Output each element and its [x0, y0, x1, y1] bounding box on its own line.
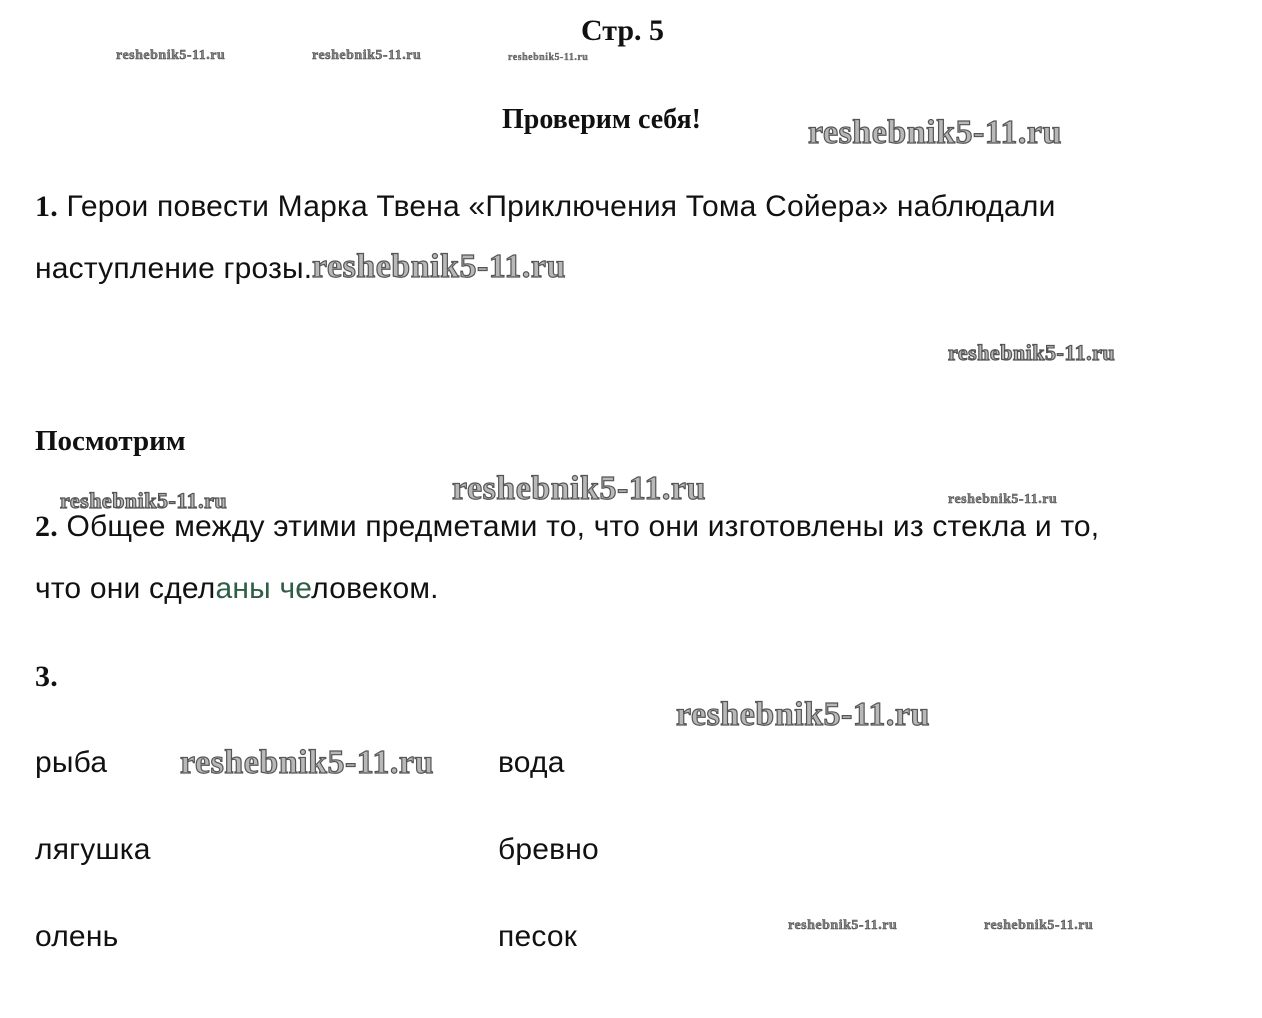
task3-left-item: олень [35, 920, 119, 953]
task2-text: Общее между этими предметами то, что они изготовлены из стекла и то, [57, 510, 1100, 543]
watermark: reshebnik5-11.ru [312, 248, 566, 285]
task2-line1 [35, 510, 1099, 544]
watermark: reshebnik5-11.ru [676, 696, 930, 733]
watermark: reshebnik5-11.ru [452, 470, 706, 507]
subheading-look: Посмотрим [35, 425, 186, 457]
watermark: reshebnik5-11.ru [180, 744, 434, 781]
task2-text-b: ловеком. [311, 572, 439, 605]
task3-number: 3. [35, 660, 58, 693]
watermark: reshebnik5-11.ru [508, 52, 589, 63]
watermark: reshebnik5-11.ru [984, 918, 1094, 933]
task1-text: Герои повести Марка Твена «Приключения Тома Сойера» наблюдали [57, 190, 1056, 223]
task2-line2 [35, 572, 439, 606]
watermark: reshebnik5-11.ru [60, 488, 228, 513]
task3-left-item: рыба [35, 746, 108, 779]
watermark: reshebnik5-11.ru [312, 48, 422, 63]
watermark: reshebnik5-11.ru [948, 492, 1058, 507]
task2-text-green: аны че [215, 572, 312, 605]
task2-number: 2. [35, 510, 58, 543]
task3-left-item: лягушка [35, 833, 151, 866]
page-title: Стр. 5 [581, 14, 665, 47]
task3-right-item: песок [498, 920, 578, 953]
task3-right-item: бревно [498, 833, 599, 866]
watermark: reshebnik5-11.ru [788, 918, 898, 933]
watermark: reshebnik5-11.ru [116, 48, 226, 63]
task2-text-a: что они сдел [35, 572, 216, 605]
section-title: Проверим себя! [502, 104, 701, 135]
task1-line1 [35, 190, 1056, 224]
task3-right-item: вода [498, 746, 565, 779]
task1-line2: наступление грозы. [35, 252, 313, 285]
task1-number: 1. [35, 190, 58, 223]
watermark: reshebnik5-11.ru [808, 114, 1062, 151]
watermark: reshebnik5-11.ru [948, 340, 1116, 365]
